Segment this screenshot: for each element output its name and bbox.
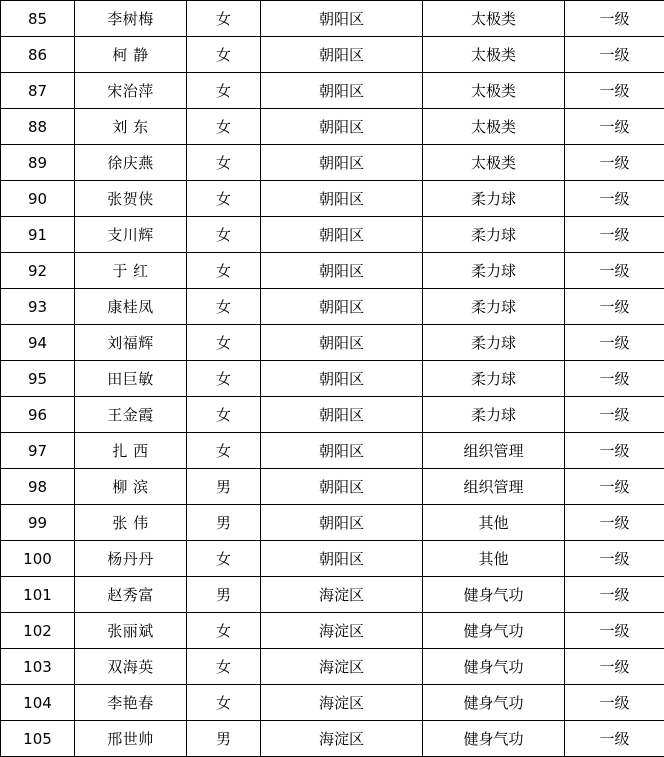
cell-gender: 女 [187,37,261,73]
cell-name: 邢世帅 [75,721,187,757]
cell-level: 一级 [565,613,664,649]
cell-category: 柔力球 [423,397,565,433]
cell-district: 海淀区 [261,577,423,613]
cell-gender: 男 [187,721,261,757]
cell-gender: 女 [187,433,261,469]
table-row [1,325,664,361]
cell-level: 一级 [565,361,664,397]
table-row [1,217,664,253]
cell-gender: 男 [187,505,261,541]
cell-name: 康桂凤 [75,289,187,325]
cell-index: 101 [1,577,75,613]
cell-name: 王金霞 [75,397,187,433]
cell-category: 柔力球 [423,289,565,325]
cell-index: 98 [1,469,75,505]
cell-name: 支川辉 [75,217,187,253]
cell-district: 朝阳区 [261,253,423,289]
table-row [1,361,664,397]
cell-gender: 女 [187,325,261,361]
cell-index: 92 [1,253,75,289]
cell-index: 86 [1,37,75,73]
cell-district: 海淀区 [261,685,423,721]
cell-district: 朝阳区 [261,361,423,397]
cell-name: 张贺侠 [75,181,187,217]
cell-name: 刘福辉 [75,325,187,361]
cell-level: 一级 [565,289,664,325]
cell-index: 105 [1,721,75,757]
cell-index: 89 [1,145,75,181]
cell-level: 一级 [565,217,664,253]
cell-category: 健身气功 [423,613,565,649]
table-row [1,577,664,613]
cell-index: 99 [1,505,75,541]
cell-category: 健身气功 [423,721,565,757]
table-row [1,253,664,289]
cell-index: 88 [1,109,75,145]
table-row [1,685,664,721]
cell-index: 91 [1,217,75,253]
cell-level: 一级 [565,649,664,685]
cell-name: 张 伟 [75,505,187,541]
cell-category: 太极类 [423,73,565,109]
cell-district: 朝阳区 [261,433,423,469]
cell-index: 103 [1,649,75,685]
cell-gender: 女 [187,1,261,37]
cell-name: 徐庆燕 [75,145,187,181]
cell-level: 一级 [565,1,664,37]
cell-level: 一级 [565,253,664,289]
cell-index: 104 [1,685,75,721]
cell-name: 张丽斌 [75,613,187,649]
cell-district: 朝阳区 [261,145,423,181]
cell-category: 健身气功 [423,577,565,613]
cell-name: 于 红 [75,253,187,289]
table-row [1,721,664,757]
cell-gender: 男 [187,577,261,613]
cell-level: 一级 [565,433,664,469]
table-row [1,1,664,37]
cell-name: 李艳春 [75,685,187,721]
cell-index: 94 [1,325,75,361]
cell-gender: 女 [187,253,261,289]
cell-level: 一级 [565,721,664,757]
cell-district: 朝阳区 [261,541,423,577]
cell-name: 田巨敏 [75,361,187,397]
cell-district: 朝阳区 [261,325,423,361]
cell-name: 李树梅 [75,1,187,37]
cell-name: 赵秀富 [75,577,187,613]
cell-district: 朝阳区 [261,469,423,505]
table-row [1,145,664,181]
cell-level: 一级 [565,109,664,145]
cell-category: 太极类 [423,1,565,37]
cell-name: 柯 静 [75,37,187,73]
cell-category: 健身气功 [423,649,565,685]
cell-district: 朝阳区 [261,217,423,253]
cell-gender: 女 [187,685,261,721]
cell-gender: 女 [187,181,261,217]
cell-category: 太极类 [423,109,565,145]
cell-district: 海淀区 [261,649,423,685]
cell-district: 朝阳区 [261,73,423,109]
cell-gender: 女 [187,541,261,577]
table-row [1,433,664,469]
cell-category: 柔力球 [423,361,565,397]
cell-district: 朝阳区 [261,1,423,37]
cell-category: 太极类 [423,145,565,181]
cell-district: 朝阳区 [261,181,423,217]
cell-district: 朝阳区 [261,397,423,433]
cell-category: 柔力球 [423,325,565,361]
cell-gender: 女 [187,289,261,325]
table-row [1,289,664,325]
cell-name: 宋治萍 [75,73,187,109]
cell-index: 96 [1,397,75,433]
table-row [1,397,664,433]
cell-gender: 女 [187,397,261,433]
cell-index: 90 [1,181,75,217]
cell-name: 刘 东 [75,109,187,145]
cell-name: 扎 西 [75,433,187,469]
roster-table-body [1,1,664,757]
cell-level: 一级 [565,181,664,217]
cell-gender: 女 [187,73,261,109]
cell-level: 一级 [565,325,664,361]
cell-index: 95 [1,361,75,397]
cell-district: 朝阳区 [261,109,423,145]
cell-district: 海淀区 [261,613,423,649]
cell-name: 双海英 [75,649,187,685]
cell-name: 杨丹丹 [75,541,187,577]
cell-level: 一级 [565,469,664,505]
cell-gender: 女 [187,613,261,649]
cell-category: 其他 [423,541,565,577]
table-row [1,541,664,577]
table-row [1,613,664,649]
cell-level: 一级 [565,685,664,721]
cell-category: 太极类 [423,37,565,73]
table-row [1,37,664,73]
cell-index: 85 [1,1,75,37]
cell-category: 柔力球 [423,253,565,289]
table-row [1,73,664,109]
cell-gender: 女 [187,649,261,685]
cell-index: 93 [1,289,75,325]
cell-gender: 女 [187,217,261,253]
cell-gender: 男 [187,469,261,505]
cell-category: 其他 [423,505,565,541]
cell-category: 组织管理 [423,469,565,505]
cell-level: 一级 [565,73,664,109]
cell-category: 健身气功 [423,685,565,721]
cell-index: 100 [1,541,75,577]
cell-category: 柔力球 [423,217,565,253]
cell-level: 一级 [565,37,664,73]
cell-level: 一级 [565,577,664,613]
cell-gender: 女 [187,361,261,397]
table-row [1,181,664,217]
cell-district: 朝阳区 [261,37,423,73]
cell-level: 一级 [565,541,664,577]
cell-index: 97 [1,433,75,469]
cell-level: 一级 [565,397,664,433]
cell-district: 朝阳区 [261,505,423,541]
cell-category: 柔力球 [423,181,565,217]
cell-level: 一级 [565,145,664,181]
cell-level: 一级 [565,505,664,541]
table-row [1,469,664,505]
cell-category: 组织管理 [423,433,565,469]
cell-name: 柳 滨 [75,469,187,505]
cell-gender: 女 [187,145,261,181]
table-row [1,505,664,541]
table-row [1,109,664,145]
cell-district: 海淀区 [261,721,423,757]
cell-district: 朝阳区 [261,289,423,325]
cell-index: 87 [1,73,75,109]
cell-index: 102 [1,613,75,649]
cell-gender: 女 [187,109,261,145]
table-row [1,649,664,685]
